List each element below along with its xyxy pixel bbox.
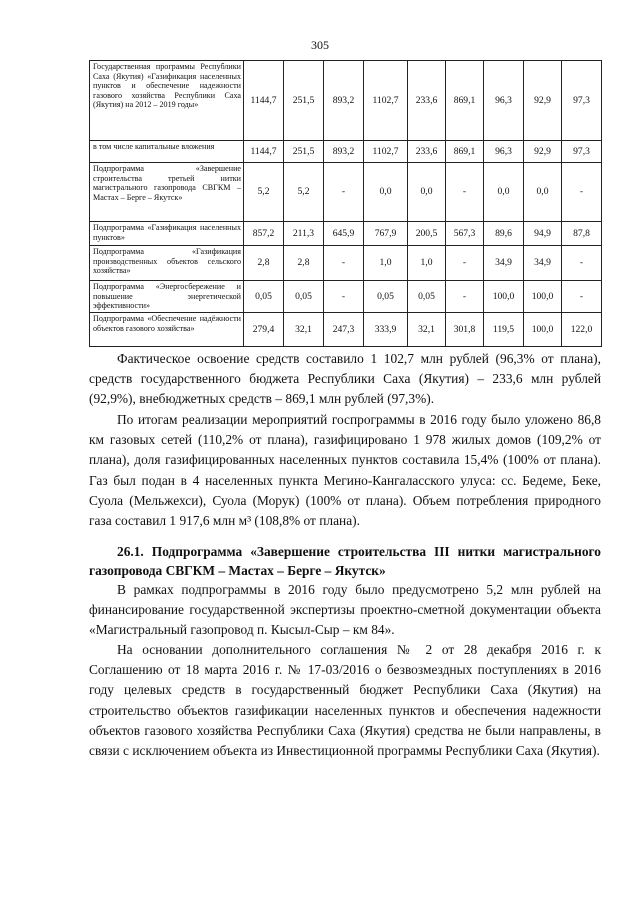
paragraph-actual-spending [89,349,601,410]
table-row [90,281,602,313]
table-cell: 34,9 [524,246,562,281]
table-cell: 2,8 [244,246,284,281]
table-row [90,222,602,246]
table-cell: 5,2 [244,163,284,222]
table-cell: 211,3 [284,222,324,246]
table-cell: 0,05 [244,281,284,313]
table-cell: 122,0 [562,313,602,347]
paragraph-subprogram-funding [89,580,601,641]
table-cell: 92,9 [524,141,562,163]
table-row [90,246,602,281]
table-cell: 5,2 [284,163,324,222]
table-cell: 2,8 [284,246,324,281]
table-cell: 0,0 [364,163,408,222]
table-cell: 1144,7 [244,61,284,141]
table-cell: 100,0 [484,281,524,313]
paragraph-results-2016 [89,410,601,531]
table-cell: 32,1 [408,313,446,347]
table-cell: - [446,163,484,222]
table-cell: 100,0 [524,281,562,313]
table-cell: 0,05 [364,281,408,313]
table-row [90,61,602,141]
table-cell: 279,4 [244,313,284,347]
table-cell: - [446,281,484,313]
table-cell: 96,3 [484,61,524,141]
table-cell: 893,2 [324,61,364,141]
table-cell: 87,8 [562,222,602,246]
table-cell: 1,0 [364,246,408,281]
table-cell: - [324,281,364,313]
table-cell: - [324,246,364,281]
table-cell: 869,1 [446,141,484,163]
table-cell: 0,0 [408,163,446,222]
table-cell: - [446,246,484,281]
table-cell-program-name: Подпрограмма «Газификация производственных объектов сельского хозяйства» [90,246,244,281]
table-cell: 94,9 [524,222,562,246]
table-cell: 645,9 [324,222,364,246]
table-cell: - [562,246,602,281]
table-cell: 1144,7 [244,141,284,163]
table-cell: 97,3 [562,141,602,163]
program-funding-table [89,60,602,347]
table-cell: 200,5 [408,222,446,246]
table-cell: 1,0 [408,246,446,281]
table-cell: 0,0 [524,163,562,222]
table-cell-program-name: Государственная программы Республики Саха (Якутия) «Газификация населенных пунктов и обеспечение надежности газового хозяйства Республики Саха (Якутия) на 2012 – 2019 годы» [90,61,244,141]
table-cell: 301,8 [446,313,484,347]
table-cell: 869,1 [446,61,484,141]
table-cell: 0,05 [284,281,324,313]
page-number: 305 [311,38,329,52]
table-cell: 233,6 [408,141,446,163]
table-cell: 251,5 [284,61,324,141]
paragraph-text: На основании дополнительного соглашения № 2 от 28 декабря 2016 г. к Соглашению от 18 марта 2016 г. № 17-03/2016 о безвозмездных поступлениях в 2016 году целевых средств в государственный бюджет Республики Саха (Якутия) на строительство объектов газификации населенных пунктов и обеспечения надежности объектов газового хозяйства Республики Саха (Якутия) средства не были направлены, в связи с исключением объекта из Инвестиционной программы Республики Саха (Якутия). [89,642,601,759]
table-cell-program-name: Подпрограмма «Завершение строительства третьей нитки магистрального газопровода СВГКМ – Мастах – Берге – Якутск» [90,163,244,222]
table-cell: 97,3 [562,61,602,141]
table-cell: 1102,7 [364,61,408,141]
table-row [90,141,602,163]
table-cell: 567,3 [446,222,484,246]
table-cell: 100,0 [524,313,562,347]
table-cell: - [562,281,602,313]
paragraph-agreement [89,640,601,761]
table-cell: 96,3 [484,141,524,163]
paragraph-text: Фактическое освоение средств составило 1 102,7 млн рублей (96,3% от плана), средств государственного бюджета Республики Саха (Якутия) – 233,6 млн рублей (92,9%), внебюджетных средств – 869,1 млн рублей (97,3%). [89,351,601,407]
table-cell: 34,9 [484,246,524,281]
table-cell: 0,0 [484,163,524,222]
paragraph-text: По итогам реализации мероприятий госпрограммы в 2016 году было уложено 86,8 км газовых сетей (110,2% от плана), газифицировано 1 978 жилых домов (109,2% от плана), доля газифицированных населенных пунктов составила 15,4% (100% от плана). Газ был подан в 4 населенных пункта Мегино-Кангаласского улуса: сс. Бедеме, Беке, Суола (Мельжехси), Суола (Морук) (100% от плана). Объем потребления природного газа составил 1 917,6 млн м³ (108,8% от плана). [89,412,601,529]
table-cell: 92,9 [524,61,562,141]
section-heading: 26.1. Подпрограмма «Завершение строительства III нитки магистрального газопровода СВГКМ – Мастах – Берге – Якутск» [89,544,601,578]
table-cell: 251,5 [284,141,324,163]
table-cell-program-name: Подпрограмма «Газификация населенных пунктов» [90,222,244,246]
table-cell: 247,3 [324,313,364,347]
table-cell: 767,9 [364,222,408,246]
table-cell-program-name: Подпрограмма «Энергосбережение и повышение энергетической эффективности» [90,281,244,313]
table-cell: - [324,163,364,222]
table-cell-program-name: в том числе капитальные вложения [90,141,244,163]
table-cell: 89,6 [484,222,524,246]
table-cell: - [562,163,602,222]
table-cell: 1102,7 [364,141,408,163]
table-cell: 32,1 [284,313,324,347]
table-cell: 0,05 [408,281,446,313]
paragraph-text: В рамках подпрограммы в 2016 году было предусмотрено 5,2 млн рублей на финансирование государственной экспертизы проектно-сметной документации объекта «Магистральный газопровод п. Кысыл-Сыр – км 84». [89,582,601,638]
table-cell: 893,2 [324,141,364,163]
table-cell: 233,6 [408,61,446,141]
table-row [90,313,602,347]
table-row [90,163,602,222]
table-cell-program-name: Подпрограмма «Обеспечение надёжности объектов газового хозяйства» [90,313,244,347]
table-cell: 119,5 [484,313,524,347]
table-cell: 857,2 [244,222,284,246]
table-cell: 333,9 [364,313,408,347]
